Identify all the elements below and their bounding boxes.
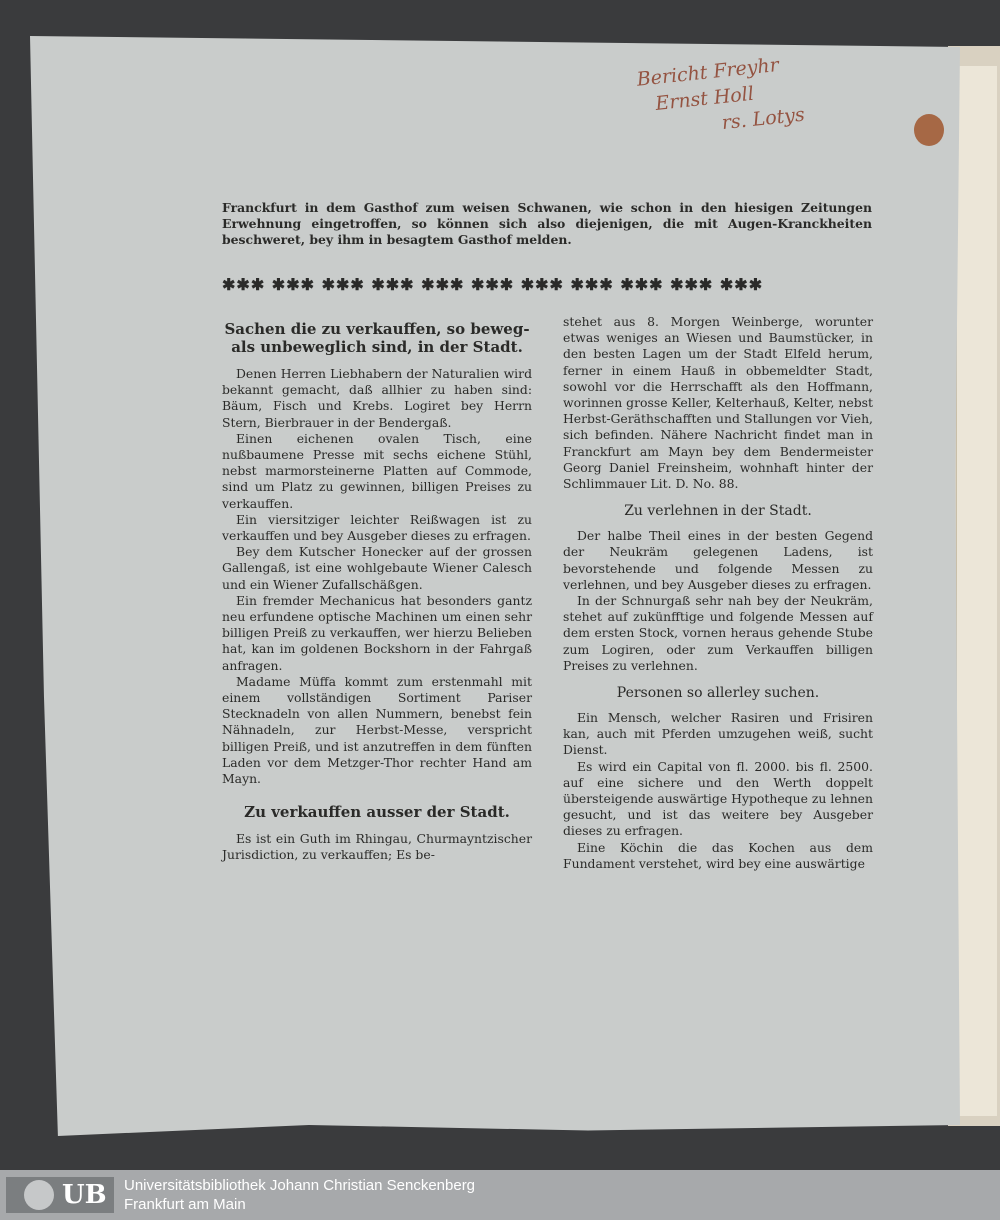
library-name-line1: Universitätsbibliothek Johann Christian Senckenberg [124,1177,476,1194]
next-page-strip [956,66,997,1116]
notice-paragraph: Ein viersitziger leichter Reißwagen ist zu verkauffen und bey Ausgeber dieses zu erfragen. [222,511,532,544]
section-heading-sale-outside-town: Zu verkauffen ausser der Stadt. [244,803,510,822]
notice-paragraph: In der Schnurgaß sehr nah bey der Neukräm, stehet auf zukünfftige und folgende Messen auf dem ersten Stock, vornen heraus gehende Stube zum Logiren, oder zum Verkauffen billigen Preises zu verlehnen. [563,593,873,673]
notice-paragraph: Der halbe Theil eines in der besten Gegend der Neukräm gelegenen Ladens, ist bevorstehende und folgende Messen zu verlehnen, und bey Ausgeber dieses zu erfragen. [563,528,873,592]
notice-paragraph: Madame Müffa kommt zum erstenmahl mit einem vollständigen Sortiment Pariser Stecknadeln von allen Nummern, benebst fein Nähnadeln, zur Herbst-Messe, verspricht billigen Preiß, und ist anzutreffen in dem fünften Laden vor dem Metzger-Thor rechter Hand am Mayn. [222,673,532,787]
section-heading-persons-seeking: Personen so allerley suchen. [616,685,820,702]
portrait-icon [24,1180,54,1210]
notice-paragraph: Es ist ein Guth im Rhingau, Churmayntzischer Jurisdiction, zu verkauffen; Es be- [222,831,532,863]
logo-text: UB [62,1180,107,1210]
left-column [222,314,532,864]
library-footer [0,1170,1000,1220]
library-name [124,1176,475,1214]
section-heading-sale-in-town: Sachen die zu verkauffen, so beweg- als unbeweglich sind, in der Stadt. [224,320,530,356]
top-notice-text: Franckfurt in dem Gasthof zum weisen Schwanen, wie schon in den hiesigen Zeitungen Erwehnung eingetroffen, so können sich also diejenigen, die mit Augen-Kranckheiten beschweret, bey ihm in besagtem Gasthof melden. [222,200,872,248]
notice-paragraph: Ein Mensch, welcher Rasiren und Frisiren kan, auch mit Pferden umzugehen weiß, sucht Dienst. [563,710,873,758]
notice-paragraph: Denen Herren Liebhabern der Naturalien wird bekannt gemacht, daß allhier zu haben sind: Bäum, Fisch und Krebs. Logiret bey Herrn Stern, Bierbrauer in der Bendergaß. [222,366,532,430]
top-notice [222,200,872,249]
notice-paragraph: Einen eichenen ovalen Tisch, eine nußbaumene Presse mit sechs eichene Stühl, nebst marmorsteinerne Platten auf Commode, sind um Platz zu gewinnen, billigen Preises zu verkauffen. [222,430,532,511]
handwritten-line: rs. Lotys [720,103,806,135]
notice-paragraph: Es wird ein Capital von fl. 2000. bis fl. 2500. auf eine sichere und den Werth doppelt übersteigende auswärtige Hypotheque zu lehnen gesucht, und ist das weitere bey Ausgeber dieses zu erfragen. [563,758,873,839]
handwritten-line: Ernst Holl [654,82,755,115]
notice-paragraph: Bey dem Kutscher Honecker auf der grossen Gallengaß, ist eine wohlgebaute Wiener Calesch und ein Wiener Zufallschäßgen. [222,544,532,592]
notice-paragraph: stehet aus 8. Morgen Weinberge, worunter etwas weniges an Wiesen und Baumstücker, in den besten Lagen um der Stadt Elfeld herum, ferner in einem Hauß in obbemeldter Stadt, sowohl vor die Herrschafft als den Hoffmann, worinnen grosse Keller, Kelterhauß, Kelter, nebst Herbst-Geräthschafften und Stallungen vor Vieh, sich befinden. Nähere Nachricht findet man in Franckfurt am Mayn bey dem Bendermeister Georg Daniel Freinsheim, wohnhaft hinter der Schlimmauer Lit. D. No. 88. [563,314,873,492]
section-heading-to-lend: Zu verlehnen in der Stadt. [624,503,812,520]
notice-paragraph: Ein fremder Mechanicus hat besonders gantz neu erfundene optische Machinen um einen sehr billigen Preiß zu verkauffen, wer hierzu Belieben hat, kan im goldenen Bockshorn in der Fahrgaß anfragen. [222,592,532,673]
notice-paragraph: Eine Köchin die das Kochen aus dem Fundament verstehet, wird bey eine auswärtige [563,839,873,871]
library-logo[interactable] [6,1177,114,1213]
handwritten-line: Bericht Freyhr [635,54,780,91]
ornamental-border: ✱✱✱ ✱✱✱ ✱✱✱ ✱✱✱ ✱✱✱ ✱✱✱ ✱✱✱ ✱✱✱ ✱✱✱ ✱✱✱ ✱✱✱ [222,275,764,294]
right-column [563,314,873,872]
library-name-line2: Frankfurt am Main [124,1196,246,1213]
